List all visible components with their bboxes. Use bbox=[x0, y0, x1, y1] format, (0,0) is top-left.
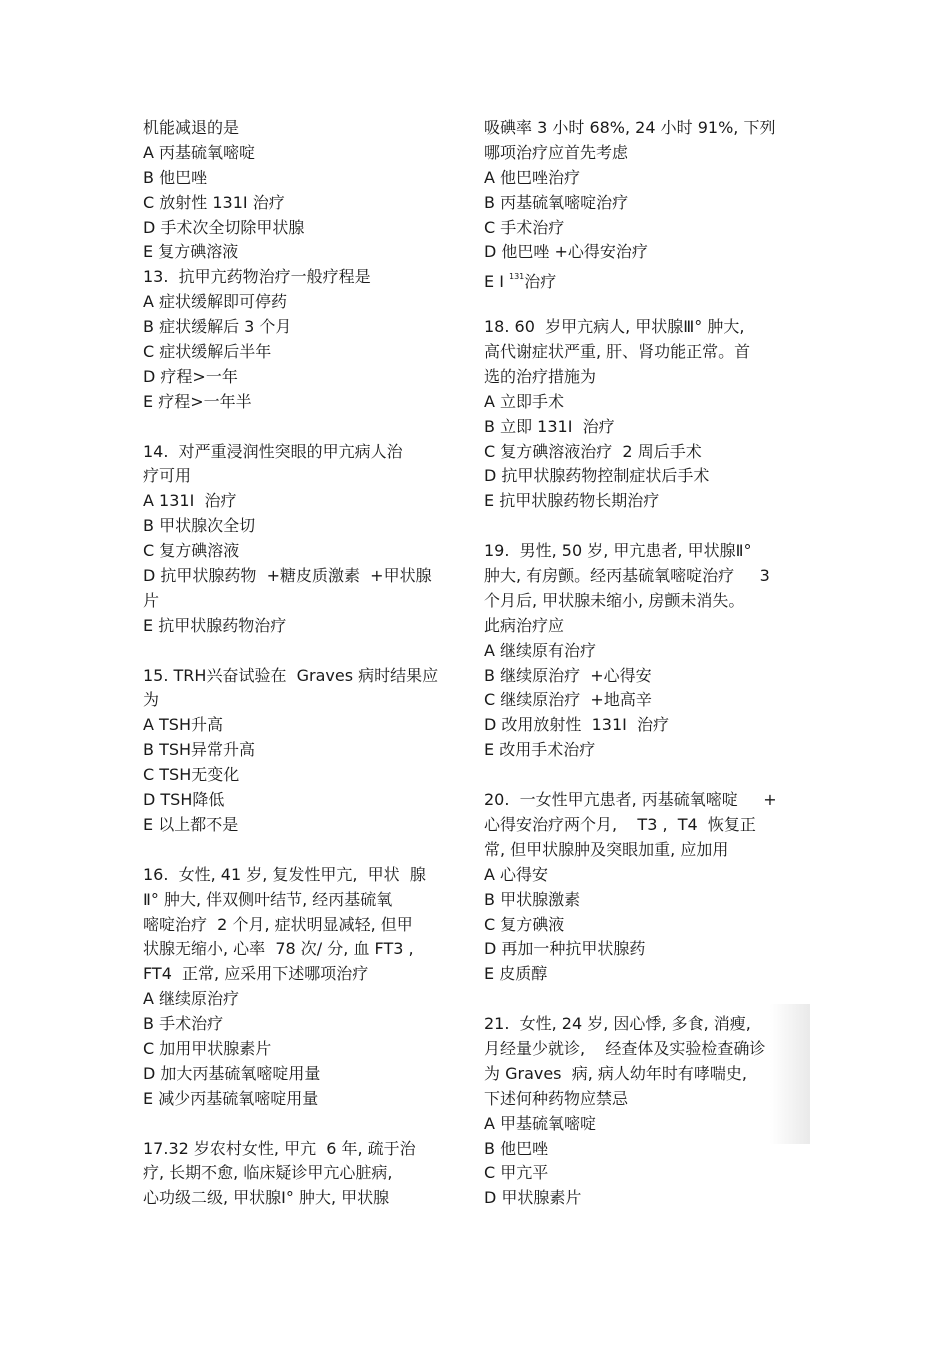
answer-option-a: A 甲基硫氧嘧啶 bbox=[484, 1113, 597, 1133]
question-stem-line: 月经量少就诊, 经查体及实验检查确诊 bbox=[484, 1038, 766, 1058]
answer-option-e: E 抗甲状腺药物长期治疗 bbox=[484, 491, 660, 511]
question-stem-line: 下述何种药物应禁忌 bbox=[484, 1088, 629, 1108]
answer-option-d: D 抗甲状腺药物 +糖皮质激素 +甲状腺 bbox=[143, 566, 432, 586]
option-e-suffix: 治疗 bbox=[524, 272, 557, 292]
question-stem-line: 心功级二级, 甲状腺Ⅰ° 肿大, 甲状腺 bbox=[143, 1188, 390, 1208]
answer-option-a: A 心得安 bbox=[484, 864, 549, 884]
question-stem-line: 为 bbox=[143, 690, 160, 710]
answer-option-b: B 继续原治疗 +心得安 bbox=[484, 665, 652, 685]
question-17-tail bbox=[484, 116, 809, 290]
answer-option-c: C 加用甲状腺素片 bbox=[143, 1038, 272, 1058]
question-stem-line: 13. 抗甲亢药物治疗一般疗程是 bbox=[143, 267, 371, 287]
answer-option-c: C 放射性 131I 治疗 bbox=[143, 192, 285, 212]
question-19 bbox=[484, 539, 809, 763]
question-stem-line: 嘧啶治疗 2 个月, 症状明显减轻, 但甲 bbox=[143, 914, 413, 934]
right-column bbox=[484, 116, 809, 1211]
answer-option-b: B TSH异常升高 bbox=[143, 740, 256, 760]
question-spacer bbox=[484, 987, 809, 1012]
answer-option-b: B 甲状腺次全切 bbox=[143, 516, 256, 536]
question-stem-line: 肿大, 有房颤。经丙基硫氧嘧啶治疗 3 bbox=[484, 566, 770, 586]
question-stem-line: 选的治疗措施为 bbox=[484, 366, 597, 386]
question-spacer bbox=[143, 838, 473, 863]
answer-option-d: D 手术次全切除甲状腺 bbox=[143, 217, 305, 237]
question-13 bbox=[143, 265, 473, 414]
answer-option-a: A 症状缓解即可停药 bbox=[143, 292, 288, 312]
question-stem-line: 疗可用 bbox=[143, 466, 192, 486]
question-stem-line: 19. 男性, 50 岁, 甲亢患者, 甲状腺Ⅱ° bbox=[484, 541, 752, 561]
question-20 bbox=[484, 788, 809, 987]
answer-option-b: B 丙基硫氧嘧啶治疗 bbox=[484, 192, 629, 212]
answer-option-e: E 减少丙基硫氧嘧啶用量 bbox=[143, 1088, 319, 1108]
question-18 bbox=[484, 315, 809, 514]
question-stem-line: 15. TRH兴奋试验在 Graves 病时结果应 bbox=[143, 665, 439, 685]
question-stem-line: 为 Graves 病, 病人幼年时有哮喘史, bbox=[484, 1063, 747, 1083]
answer-option-a: A 继续原治疗 bbox=[143, 989, 240, 1009]
question-stem-line: 吸碘率 3 小时 68%, 24 小时 91%, 下列 bbox=[484, 118, 776, 137]
question-17-head bbox=[143, 1137, 473, 1212]
question-stem-line: Ⅱ° 肿大, 伴双侧叶结节, 经丙基硫氧 bbox=[143, 889, 393, 909]
question-spacer bbox=[143, 415, 473, 440]
answer-option-c: C 继续原治疗 +地高辛 bbox=[484, 690, 652, 710]
answer-option-d: D 改用放射性 131I 治疗 bbox=[484, 715, 670, 735]
answer-option-e: E 以上都不是 bbox=[143, 814, 239, 834]
answer-option-c: C TSH无变化 bbox=[143, 765, 240, 785]
answer-option-b: B 甲状腺激素 bbox=[484, 889, 581, 909]
question-stem-line: 常, 但甲状腺肿及突眼加重, 应加用 bbox=[484, 839, 729, 859]
answer-option-b: B 他巴唑 bbox=[143, 167, 208, 187]
answer-option-d: D 加大丙基硫氧嘧啶用量 bbox=[143, 1063, 321, 1083]
answer-option-c: C 甲亢平 bbox=[484, 1163, 549, 1183]
question-stem-line: 机能减退的是 bbox=[143, 118, 240, 137]
question-stem-line: FT4 正常, 应采用下述哪项治疗 bbox=[143, 964, 369, 984]
scan-smudge bbox=[770, 1004, 810, 1144]
question-stem-line: 疗, 长期不愈, 临床疑诊甲亢心脏病, bbox=[143, 1163, 393, 1183]
option-e-prefix: E I bbox=[484, 272, 509, 292]
answer-option-d-continued: 片 bbox=[143, 590, 160, 610]
answer-option-d: D 抗甲状腺药物控制症状后手术 bbox=[484, 466, 710, 486]
answer-option-a: A 继续原有治疗 bbox=[484, 640, 597, 660]
question-stem-line: 高代谢症状严重, 肝、肾功能正常。首 bbox=[484, 342, 751, 362]
question-stem-line: 21. 女性, 24 岁, 因心悸, 多食, 消瘦, bbox=[484, 1014, 751, 1034]
answer-option-e: E 皮质醇 bbox=[484, 964, 548, 984]
question-spacer bbox=[484, 514, 809, 539]
question-spacer bbox=[143, 639, 473, 664]
answer-option-e: E 复方碘溶液 bbox=[143, 242, 239, 262]
answer-option-a: A 他巴唑治疗 bbox=[484, 167, 581, 187]
answer-option-a: A 131I 治疗 bbox=[143, 491, 237, 511]
answer-option-a: A TSH升高 bbox=[143, 715, 223, 735]
answer-option-c: C 复方碘溶液 bbox=[143, 541, 240, 561]
isotope-superscript: 131 bbox=[509, 272, 525, 282]
answer-option-b: B 他巴唑 bbox=[484, 1138, 549, 1158]
question-12-tail bbox=[143, 116, 473, 265]
question-21 bbox=[484, 1012, 809, 1211]
question-stem-line: 心得安治疗两个月, T3 , T4 恢复正 bbox=[484, 814, 756, 834]
answer-option-a: A 立即手术 bbox=[484, 391, 565, 411]
question-14 bbox=[143, 440, 473, 639]
question-spacer bbox=[484, 290, 809, 315]
question-stem-line: 20. 一女性甲亢患者, 丙基硫氧嘧啶 + bbox=[484, 790, 777, 810]
answer-option-a: A 丙基硫氧嘧啶 bbox=[143, 142, 256, 162]
answer-option-d: D 甲状腺素片 bbox=[484, 1188, 582, 1208]
question-stem-line: 个月后, 甲状腺未缩小, 房颤未消失。 bbox=[484, 590, 745, 610]
answer-option-d: D TSH降低 bbox=[143, 790, 225, 810]
question-stem-line: 16. 女性, 41 岁, 复发性甲亢, 甲状 腺 bbox=[143, 864, 426, 884]
question-spacer bbox=[143, 1112, 473, 1137]
answer-option-b: B 立即 131I 治疗 bbox=[484, 416, 615, 436]
question-stem-line: 18. 60 岁甲亢病人, 甲状腺Ⅲ° 肿大, bbox=[484, 317, 745, 337]
answer-option-e bbox=[484, 265, 809, 290]
answer-option-b: B 手术治疗 bbox=[143, 1014, 224, 1034]
answer-option-d: D 再加一种抗甲状腺药 bbox=[484, 939, 646, 959]
answer-option-d: D 疗程>一年 bbox=[143, 366, 238, 386]
question-stem-line: 哪项治疗应首先考虑 bbox=[484, 142, 629, 162]
question-stem-line: 状腺无缩小, 心率 78 次/ 分, 血 FT3 , bbox=[143, 939, 414, 959]
question-16 bbox=[143, 863, 473, 1112]
question-stem-line: 14. 对严重浸润性突眼的甲亢病人治 bbox=[143, 441, 403, 461]
answer-option-e: E 抗甲状腺药物治疗 bbox=[143, 615, 287, 635]
question-15 bbox=[143, 664, 473, 838]
left-column bbox=[143, 116, 473, 1211]
answer-option-c: C 复方碘溶液治疗 2 周后手术 bbox=[484, 441, 702, 461]
question-stem-line: 17.32 岁农村女性, 甲亢 6 年, 疏于治 bbox=[143, 1138, 416, 1158]
answer-option-c: C 复方碘液 bbox=[484, 914, 565, 934]
answer-option-e: E 疗程>一年半 bbox=[143, 391, 252, 411]
question-spacer bbox=[484, 763, 809, 788]
answer-option-d: D 他巴唑 +心得安治疗 bbox=[484, 242, 648, 262]
answer-option-c: C 症状缓解后半年 bbox=[143, 342, 272, 362]
answer-option-e: E 改用手术治疗 bbox=[484, 740, 596, 760]
answer-option-c: C 手术治疗 bbox=[484, 217, 565, 237]
answer-option-b: B 症状缓解后 3 个月 bbox=[143, 317, 292, 337]
question-stem-line: 此病治疗应 bbox=[484, 615, 565, 635]
